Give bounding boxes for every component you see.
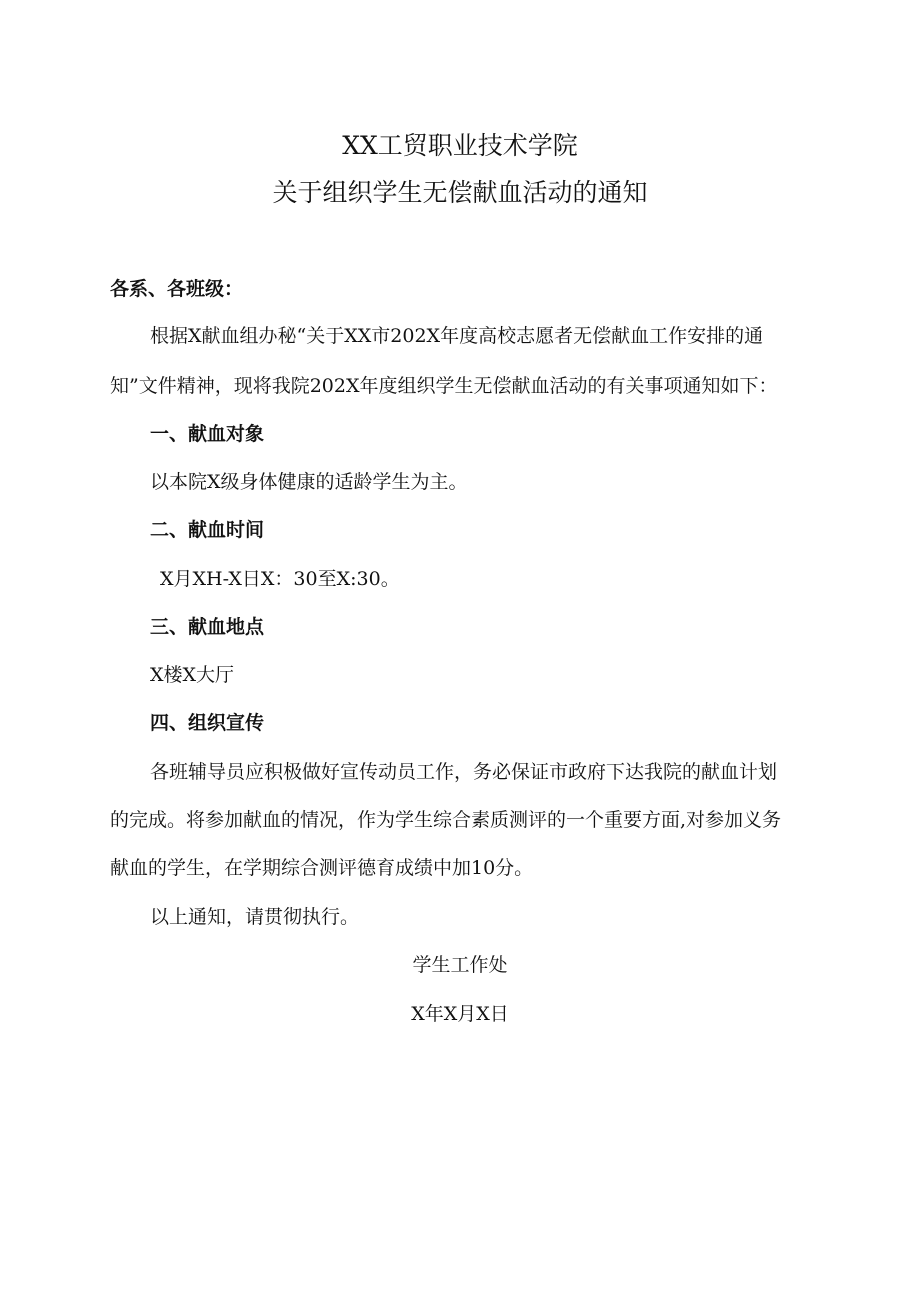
intro-paragraph-line2: 知”文件精神，现将我院202X年度组织学生无偿献血活动的有关事项通知如下：: [110, 375, 778, 397]
section-text-time: X月XH-X日X：30至X:30。: [160, 568, 400, 590]
section-heading-donor: 一、献血对象: [150, 423, 265, 445]
issuer-name: 学生工作处: [412, 954, 508, 976]
section-text-promotion-line1: 各班辅导员应积极做好宣传动员工作，务必保证市政府下达我院的献血计划: [150, 761, 778, 783]
section-heading-time: 二、献血时间: [150, 519, 265, 541]
section-text-promotion-line3: 献血的学生，在学期综合测评德育成绩中加10分。: [110, 857, 534, 879]
closing-text: 以上通知，请贯彻执行。: [150, 906, 360, 928]
salutation: 各系、各班级：: [110, 278, 244, 300]
intro-paragraph-line1: 根据X献血组办秘“关于XX市202X年度高校志愿者无偿献血工作安排的通: [150, 325, 764, 347]
issue-date: X年X月X日: [411, 1003, 509, 1025]
section-text-promotion-line2: 的完成。将参加献血的情况，作为学生综合素质测评的一个重要方面,对参加义务: [110, 809, 782, 831]
document-title-line2: 关于组织学生无偿献血活动的通知: [272, 178, 648, 207]
section-text-donor: 以本院X级身体健康的适龄学生为主。: [150, 471, 468, 493]
section-heading-promotion: 四、组织宣传: [150, 712, 265, 734]
section-text-location: X楼X大厅: [150, 664, 235, 686]
document-title-line1: XX工贸职业技术学院: [342, 131, 578, 160]
section-heading-location: 三、献血地点: [150, 616, 265, 638]
